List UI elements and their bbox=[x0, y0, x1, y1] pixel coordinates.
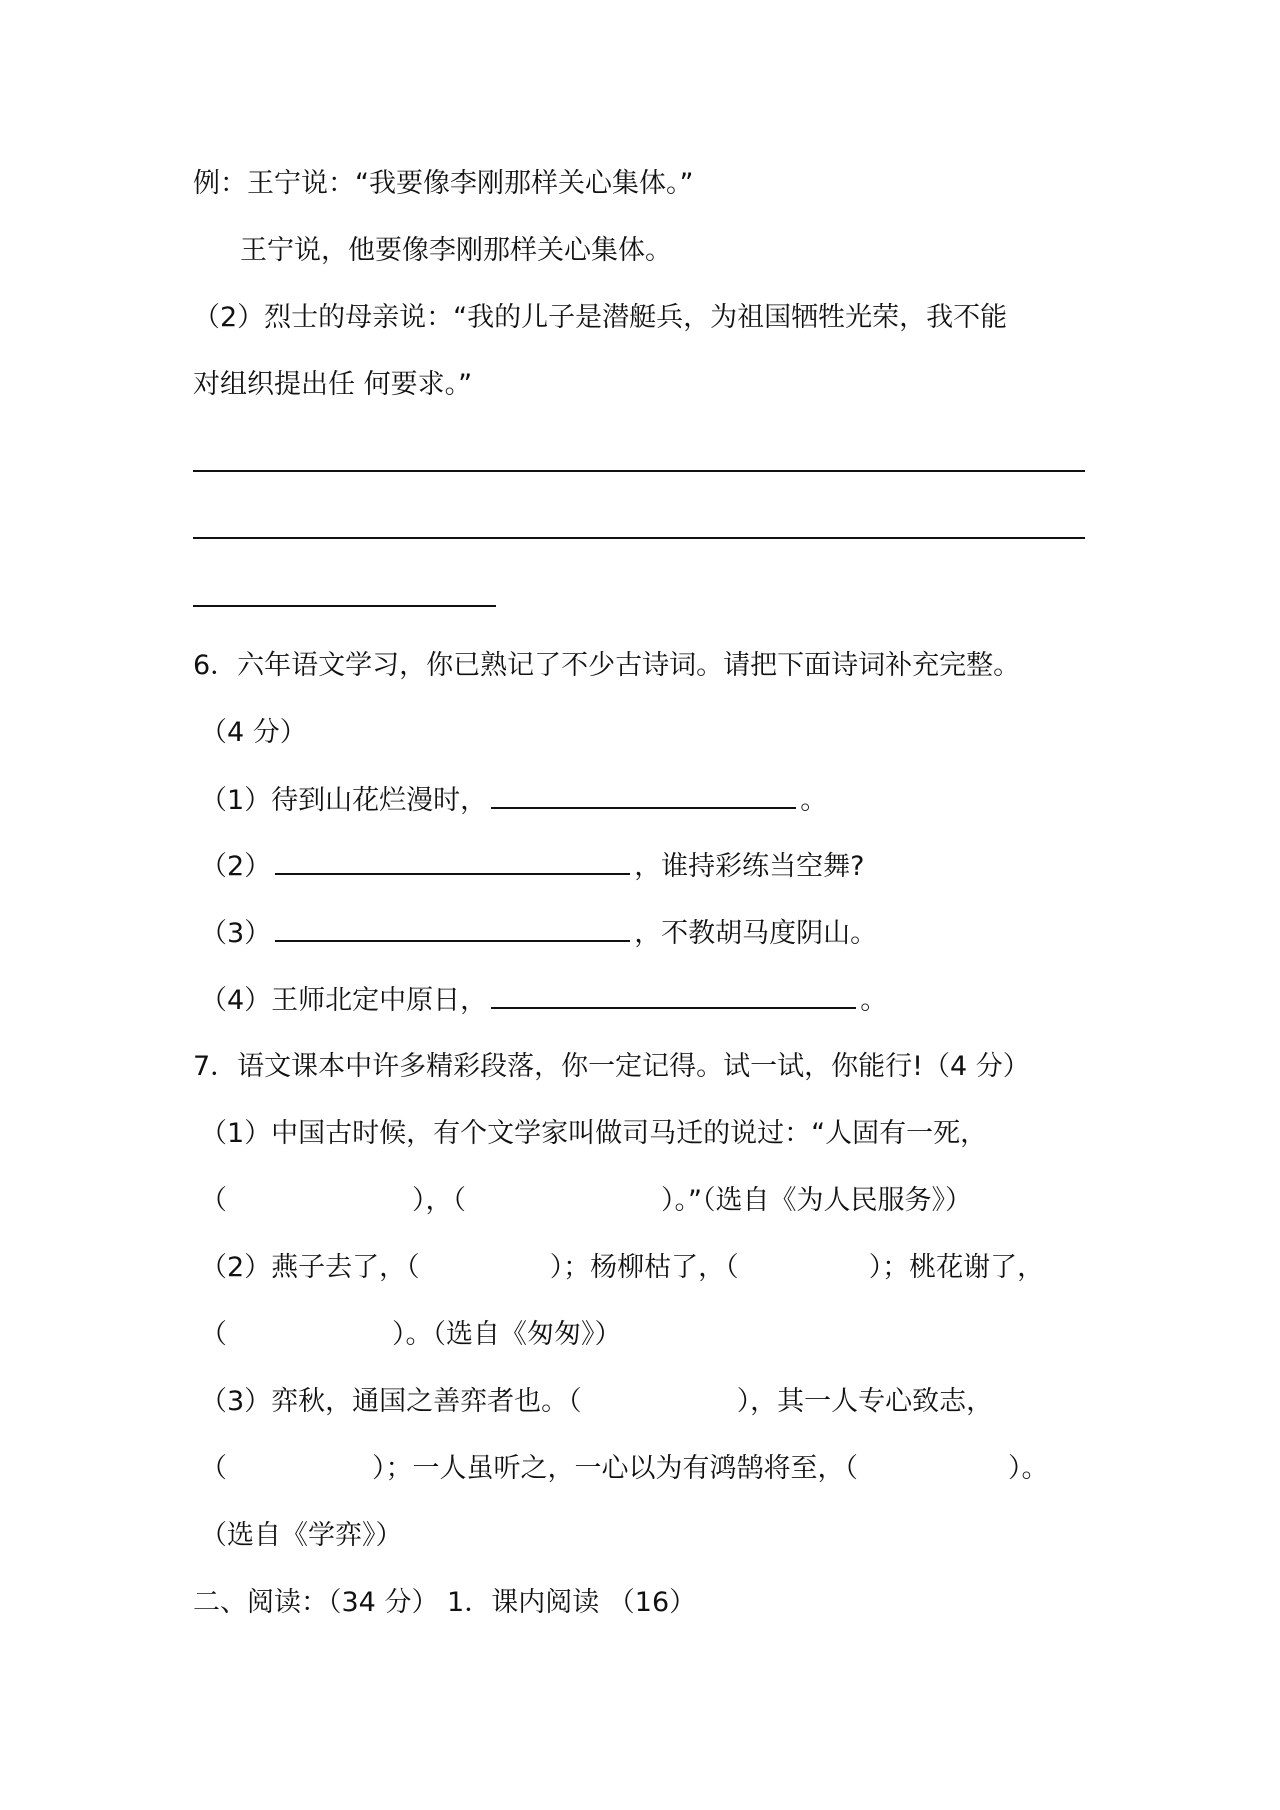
q7-item3-start: （3）弈秋，通国之善弈者也。（ bbox=[200, 1386, 582, 1417]
q7-item1-mid: ），（ bbox=[412, 1185, 466, 1216]
q6-item-1 bbox=[200, 780, 827, 821]
q7-item3-end: ）。 bbox=[1008, 1453, 1049, 1484]
q6-title: 6．六年语文学习，你已熟记了不少古诗词。请把下面诗词补充完整。 bbox=[193, 650, 1021, 681]
q6-item-2-blank[interactable] bbox=[275, 846, 630, 875]
q7-item3-text: ）；一人虽听之，一心以为有鸿鹄将至，（ bbox=[372, 1453, 858, 1484]
q6-item-2 bbox=[200, 846, 865, 887]
q6-item-2-end: ，谁持彩练当空舞? bbox=[634, 851, 865, 882]
q7-item1-line2 bbox=[200, 1181, 972, 1221]
q6-item-4-blank[interactable] bbox=[491, 980, 856, 1009]
q7-item1-end: ）。”（选自《为人民服务》） bbox=[661, 1185, 972, 1216]
q7-title: 7．语文课本中许多精彩段落，你一定记得。试一试，你能行!（4 分） bbox=[193, 1051, 1030, 1082]
q7-item3-line2 bbox=[200, 1449, 1049, 1489]
answer-line-3[interactable] bbox=[193, 605, 496, 607]
q6-item-1-blank[interactable] bbox=[491, 780, 796, 809]
q7-item3-line1 bbox=[200, 1382, 993, 1422]
q7-item2-mid: ）；杨柳枯了，（ bbox=[549, 1252, 739, 1283]
example-answer: 王宁说，他要像李刚那样关心集体。 bbox=[240, 235, 672, 266]
q7-item1-line1: （1）中国古时候，有个文学家叫做司马迁的说过：“人固有一死， bbox=[200, 1118, 988, 1149]
q7-item2-tail: ）；桃花谢了， bbox=[868, 1252, 1045, 1283]
q6-score: （4 分） bbox=[200, 717, 307, 748]
answer-line-1[interactable] bbox=[193, 470, 1085, 472]
q6-item-1-text: （1）待到山花烂漫时， bbox=[200, 785, 488, 816]
q7-item3-mid: ），其一人专心致志， bbox=[736, 1386, 994, 1417]
q7-item2-start: （2）燕子去了，（ bbox=[200, 1252, 420, 1283]
q6-item-4 bbox=[200, 980, 887, 1021]
q5-item2-line1: （2）烈士的母亲说：“我的儿子是潜艇兵，为祖国牺牲光荣，我不能 bbox=[193, 302, 1008, 333]
q7-item1-open: （ bbox=[200, 1185, 227, 1216]
q7-item2-end: ）。（选自《匆匆》） bbox=[392, 1319, 622, 1350]
answer-line-2[interactable] bbox=[193, 537, 1085, 539]
q6-item-3-end: ，不教胡马度阴山。 bbox=[634, 918, 878, 949]
q6-item-4-text: （4）王师北定中原日， bbox=[200, 985, 488, 1016]
q6-item-4-end: 。 bbox=[860, 985, 888, 1016]
section2-title: 二、阅读：（34 分） 1．课内阅读 （16） bbox=[193, 1587, 697, 1618]
q7-item3-open: （ bbox=[200, 1453, 227, 1484]
q6-item-2-text: （2） bbox=[200, 851, 272, 882]
q6-item-3 bbox=[200, 913, 877, 954]
q7-item3-source: （选自《学弈》） bbox=[200, 1520, 403, 1551]
q6-item-1-end: 。 bbox=[800, 785, 828, 816]
q6-item-3-text: （3） bbox=[200, 918, 272, 949]
q7-item2-line2 bbox=[200, 1315, 622, 1355]
q7-item2-open: （ bbox=[200, 1319, 227, 1350]
q5-item2-line2: 对组织提出任 何要求。” bbox=[193, 369, 473, 400]
q6-item-3-blank[interactable] bbox=[275, 913, 630, 942]
q7-item2-line1 bbox=[200, 1248, 1044, 1288]
example-sentence: 例：王宁说：“我要像李刚那样关心集体。” bbox=[193, 168, 694, 199]
